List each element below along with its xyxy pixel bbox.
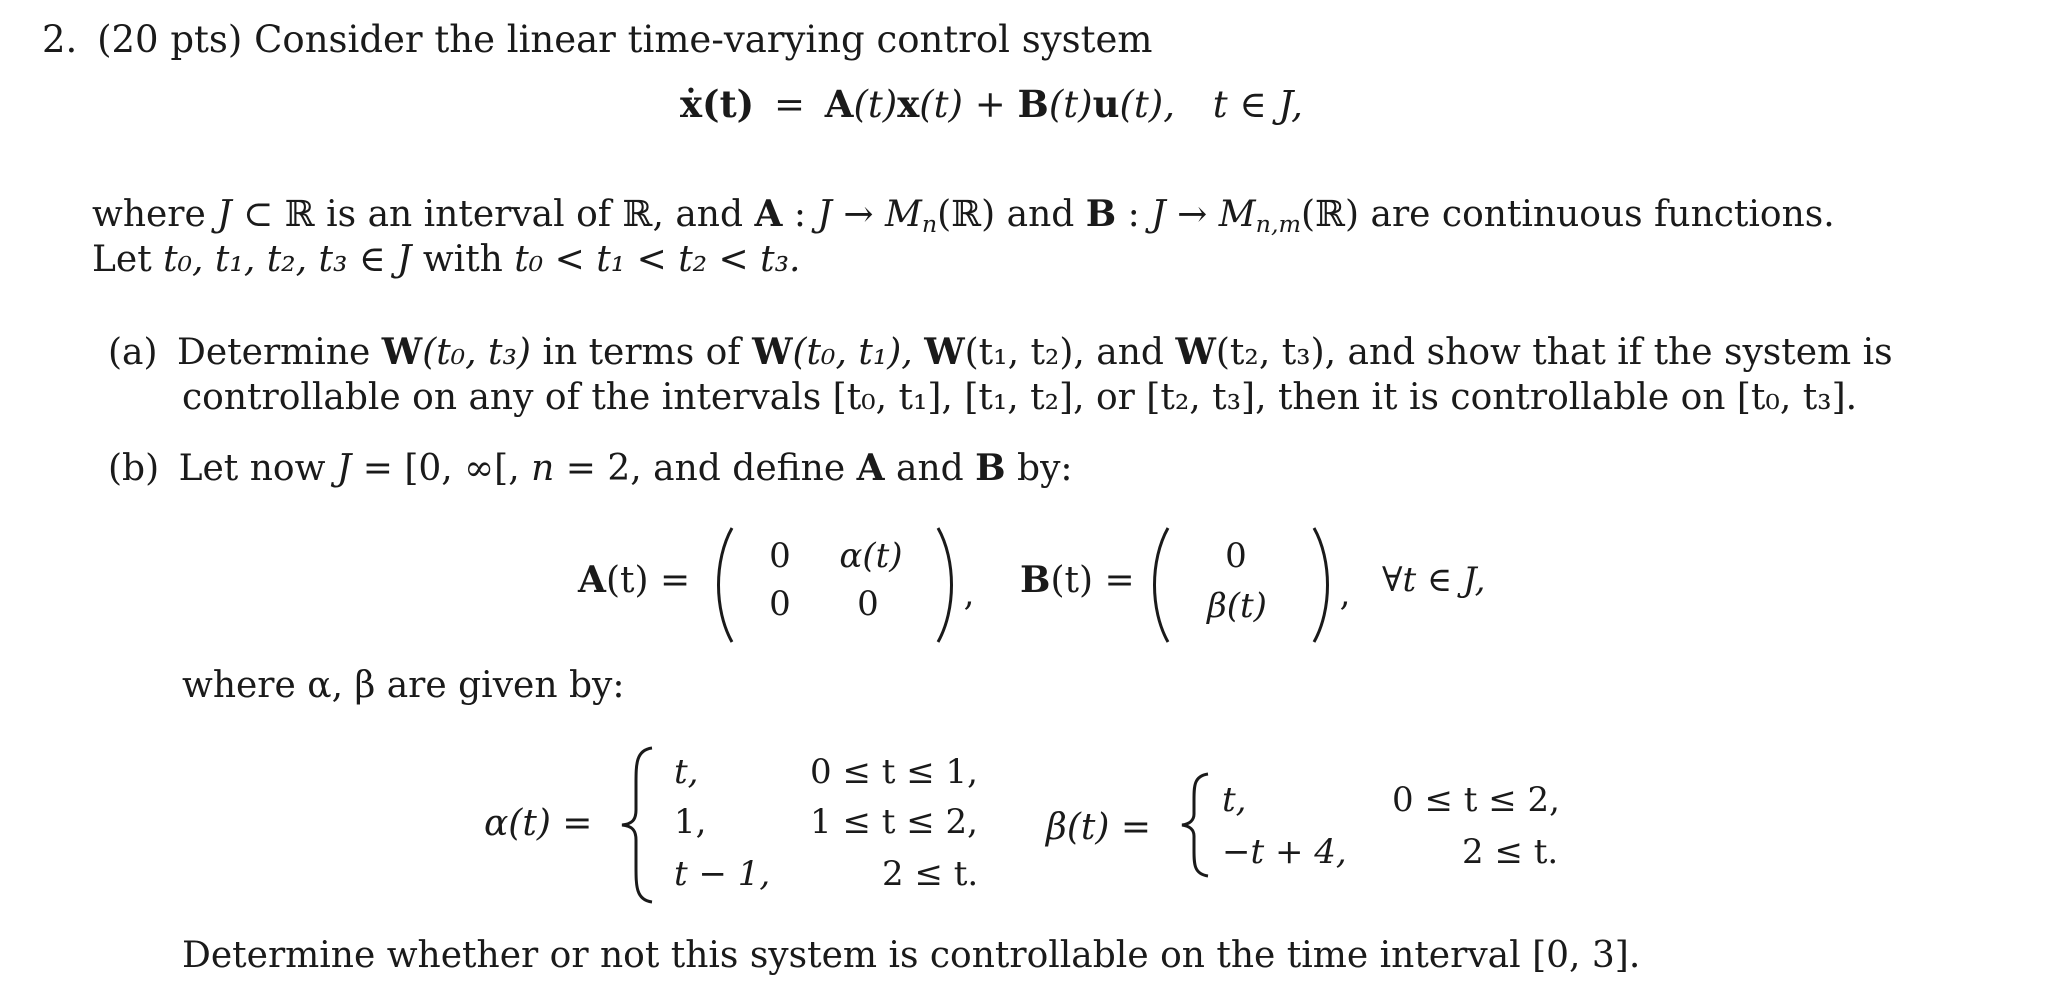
text-in-terms-of: in terms of — [542, 332, 741, 373]
symbol-W: W — [381, 331, 423, 373]
matrix-A-cell-21: 0 — [769, 584, 791, 624]
alpha-case-2-cond: 1 ≤ t ≤ 2, — [810, 802, 978, 842]
symbol-J: J — [1151, 194, 1166, 235]
eq-x: x — [897, 82, 920, 126]
text-B-arg: (t) = — [1050, 560, 1135, 601]
eq-B: B — [1017, 82, 1049, 126]
arg-t2-t3: (t₂, t₃), and show that if the system is — [1215, 332, 1893, 373]
text-interval: ⊂ ℝ is an interval of ℝ, and — [243, 194, 744, 235]
final-question — [182, 934, 1640, 978]
beta-brace — [1176, 770, 1214, 880]
where-line-1 — [92, 192, 1835, 237]
matrix-sep-2: , — [1339, 574, 1351, 614]
text-continuous: (ℝ) are continuous functions. — [1301, 194, 1835, 235]
matrix-B-cell-2: β(t) — [1207, 586, 1267, 626]
matrix-B-label — [1020, 558, 1135, 603]
eq-t3: (t) — [1048, 83, 1093, 126]
subscript-n: n — [921, 209, 938, 238]
symbol-M: M — [1218, 194, 1256, 235]
part-a-label: (a) — [108, 332, 158, 373]
matrix-A-cell-22: 0 — [857, 584, 879, 624]
symbol-J: J — [336, 448, 352, 489]
arg-t1-t2: (t₁, t₂), and — [964, 332, 1164, 373]
matrix-A-cell-11: 0 — [769, 536, 791, 576]
text-by: by: — [1017, 448, 1073, 489]
text-define: = 2, and define — [565, 448, 846, 489]
text-determine: Determine — [177, 332, 371, 373]
where-alpha-beta — [182, 664, 624, 708]
problem-header — [42, 18, 1152, 62]
text-arrow: → — [1177, 194, 1208, 235]
alpha-case-1-cond: 0 ≤ t ≤ 1, — [810, 752, 978, 792]
symbol-B: B — [1020, 559, 1051, 601]
symbol-J: J — [396, 239, 412, 280]
matrix-sep-1: , — [963, 574, 975, 614]
symbol-A: A — [578, 559, 606, 601]
problem-points: (20 pts) — [97, 18, 243, 61]
text-where-alpha-beta: where α, β are given by: — [182, 665, 625, 706]
eq-t2: (t) + — [919, 83, 1006, 126]
text-A-arg: (t) = — [605, 560, 691, 601]
symbol-B: B — [975, 447, 1006, 489]
symbol-M: M — [885, 194, 922, 235]
beta-lhs: β(t) = — [1046, 807, 1151, 848]
eq-domain: t ∈ J, — [1212, 83, 1303, 126]
symbol-times: t₀, t₁, t₂, t₃ — [163, 239, 348, 280]
where-line-2 — [92, 238, 801, 282]
forall-clause: ∀t ∈ J, — [1382, 560, 1486, 600]
symbol-A: A — [754, 193, 783, 235]
symbol-W: W — [752, 331, 793, 373]
system-equation — [680, 82, 1303, 127]
text-let: Let — [92, 239, 152, 280]
alpha-case-2-expr: 1, — [674, 802, 707, 842]
symbol-J: J — [817, 194, 832, 235]
beta-case-1-cond: 0 ≤ t ≤ 2, — [1392, 780, 1560, 820]
symbol-W: W — [924, 331, 965, 373]
text-with: with — [422, 239, 503, 280]
arg-t0-t3: (t₀, t₃) — [422, 332, 531, 373]
text-where: where — [92, 194, 206, 235]
part-b-line-1 — [108, 446, 1073, 491]
symbol-order: t₀ < t₁ < t₂ < t₃. — [514, 239, 801, 280]
beta-case-2-cond: 2 ≤ t. — [1462, 832, 1559, 872]
arg-t0-t1: (t₀, t₁), — [792, 332, 913, 373]
part-a-line-1 — [108, 330, 1893, 375]
text-colon: : — [1127, 194, 1140, 235]
problem-intro: Consider the linear time-varying control system — [254, 18, 1153, 61]
eq-u: u — [1092, 82, 1120, 126]
alpha-case-3-cond: 2 ≤ t. — [882, 854, 979, 894]
alpha-case-3-expr: t − 1, — [674, 854, 771, 894]
symbol-J: J — [217, 194, 232, 235]
text-and: and — [895, 448, 964, 489]
text-in: ∈ — [358, 239, 386, 280]
text-arrow: → — [843, 194, 874, 235]
matrix-B-cell-1: 0 — [1225, 536, 1247, 576]
alpha-lhs: α(t) = — [484, 803, 593, 844]
symbol-W: W — [1175, 331, 1216, 373]
alpha-case-1-expr: t, — [674, 752, 699, 792]
text-colon: : — [793, 194, 807, 235]
beta-case-1-expr: t, — [1222, 780, 1247, 820]
symbol-A: A — [856, 447, 885, 489]
symbol-n: n — [531, 448, 555, 489]
eq-t1: (t) — [853, 83, 898, 126]
eq-equals: = — [773, 83, 805, 126]
eq-lhs: ẋ(t) — [680, 82, 755, 126]
text-and: (ℝ) and — [937, 194, 1075, 235]
part-a-line-2 — [182, 376, 1857, 420]
part-b-label: (b) — [108, 448, 160, 489]
eq-t4: (t), — [1119, 83, 1175, 126]
symbol-B: B — [1085, 193, 1117, 235]
text-let-now: Let now — [178, 448, 326, 489]
alpha-brace — [616, 744, 658, 906]
text-question: Determine whether or not this system is controllable on the time interval [0, 3]. — [182, 935, 1641, 976]
subscript-nm: n,m — [1255, 209, 1302, 238]
matrix-A-label — [578, 558, 690, 603]
part-a-text-2: controllable on any of the intervals [t₀, t₁], [t₁, t₂], or [t₂, t₃], then it is controllable on [t₀, t₃]. — [182, 377, 1858, 418]
matrix-A-cell-12: α(t) — [839, 536, 903, 576]
problem-number: 2. — [42, 18, 78, 61]
eq-A: A — [824, 82, 854, 126]
beta-case-2-expr: −t + 4, — [1222, 832, 1347, 872]
text-interval: = [0, ∞[, — [362, 448, 520, 489]
